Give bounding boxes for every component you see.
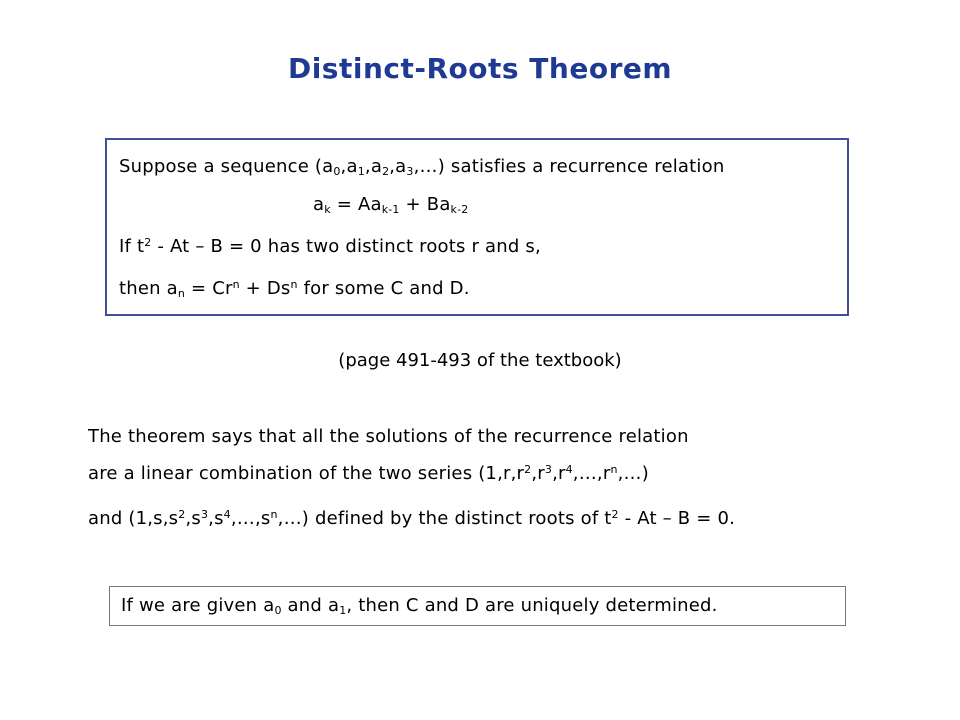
theorem-box [105,138,849,316]
theorem-line-conclusion: then $a_n = Cr^n + Ds^n$ for some C and D. [119,278,470,300]
theorem-line-sequence: Suppose a sequence $(a_0,a_1,a_2,a_3,\dots)$ satisfies a recurrence relation [119,156,725,178]
theorem-line-condition: If $t^2 - At - B = 0$ has two distinct roots r and s, [119,236,541,257]
theorem-line-recurrence: $a_k = Aa_{k-1} + Ba_{k-2}$ [313,194,469,216]
note-text: If we are given $a_0$ and $a_1$, then C and D are uniquely determined. [121,595,718,617]
textbook-reference: (page 491-493 of the textbook) [338,350,622,371]
page-title: Distinct-Roots Theorem [287,52,673,85]
explanation-line-3: and $(1,s,s^2,s^3,s^4,\dots,s^n,\dots)$ defined by the distinct roots of $t^2 - At - B = 0$. [88,508,736,529]
note-box [109,586,846,626]
explanation-line-2: are a linear combination of the two series $(1,r,r^2,r^3,r^4,\dots,r^n,\dots)$ [88,463,649,484]
explanation-line-1: The theorem says that all the solutions of the recurrence relation [88,426,689,447]
